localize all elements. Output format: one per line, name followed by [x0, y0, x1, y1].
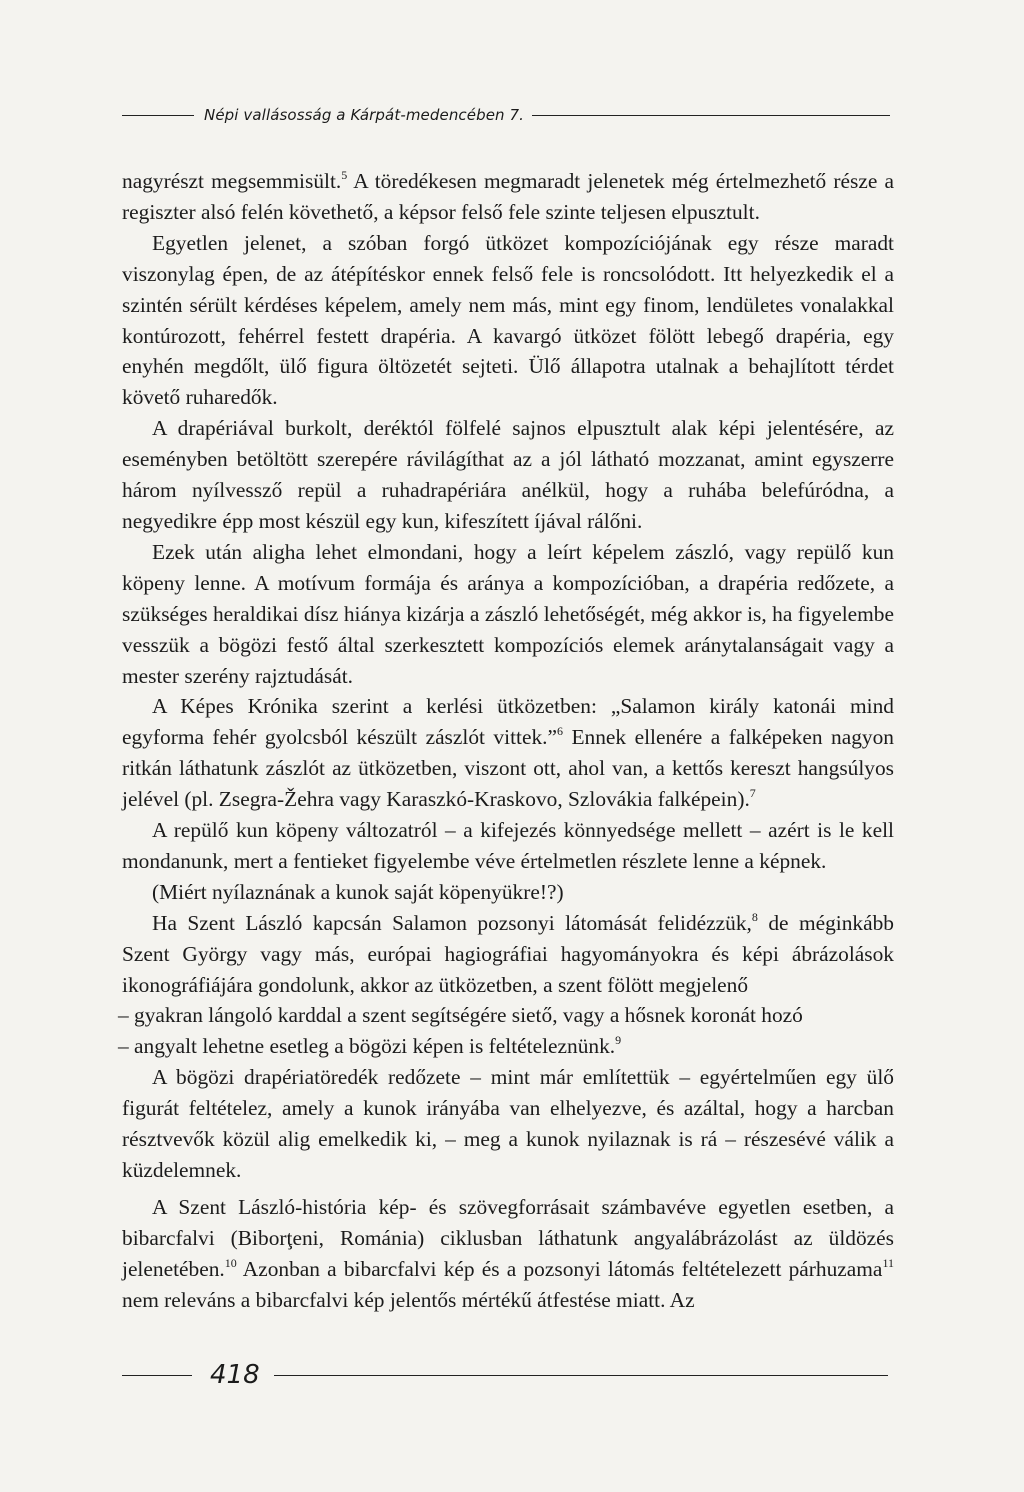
page-footer [122, 1360, 888, 1390]
footnote-ref: 11 [882, 1255, 894, 1270]
header-rule-right [532, 115, 890, 116]
paragraph: A Szent László-história kép- és szövegforrásait számbavéve egyetlen esetben, a bibarcfalvi (Biborţeni, Románia) ciklusban láthatunk angyalábrázolást az üldözés jelenetében.$^{10}$ Azonban a bibarcfalvi kép és a pozsonyi látomás feltételezett párhuzama$^{11}$ nem releváns a bibarcfalvi kép jelentős mértékű átfestése miatt. Az [122, 1194, 894, 1312]
paragraph: A drapériával burkolt, deréktól fölfelé sajnos elpusztult alak képi jelentésére, az eseményben betöltött szerepére rávilágíthat az a jól látható mozzanat, amint egyszerre három nyílvessző repül a ruhadrapériára anélkül, hogy a ruhába belefúródna, a negyedikre épp most készül egy kun, kifeszített íjával rálőni. [122, 416, 894, 533]
paragraph: nagyrészt megsemmisült.$^5$ A töredékesen megmaradt jelenetek még értelmezhető része a regiszter alsó felén követhető, a képsor felső fele szinte teljesen elpusztult. [122, 168, 894, 224]
footnote-ref: 9 [615, 1033, 622, 1048]
footnote-ref: 6 [557, 724, 563, 739]
paragraph: Egyetlen jelenet, a szóban forgó ütközet kompozíciójának egy része maradt viszonylag épen, de az átépítéskor ennek felső fele is roncsolódott. Itt helyezkedik el a szintén sérült kérdéses képelem, amely nem más, mint egy finom, lendületes vonalakkal kontúrozott, fehérrel festett drapéria. A kavargó ütközet fölött lebegő drapéria, egy enyhén megdőlt, ülő figura öltözetét sejteti. Ülő állapotra utalnak a behajlított térdet követő ruharedők. [122, 230, 894, 410]
paragraph: A bögözi drapériatöredék redőzete – mint már említettük – egyértelműen egy ülő figurát feltételez, amely a kunok irányába van elhelyezve, és azáltal, hogy a harcban résztvevők közül alig emelkedik ki, – meg a kunok nyilaznak is rá – részesévé válik a küzdelemnek. [122, 1065, 894, 1182]
paragraph: Ezek után aligha lehet elmondani, hogy a leírt képelem zászló, vagy repülő kun köpeny lenne. A motívum formája és aránya a kompozícióban, a drapéria redőzete, a szükséges heraldikai dísz hiánya kizárja a zászló lehetőségét, még akkor is, ha figyelembe vesszük a bögözi festő által szerkesztett kompozíciós elemek aránytalanságait vagy a mester szerény rajztudását. [122, 539, 894, 688]
paragraph: Ha Szent László kapcsán Salamon pozsonyi látomását felidézzük,$^8$ de méginkább Szent György vagy más, európai hagiográfiai hagyományokra és képi ábrázolások ikonográfiájára gondolunk, akkor az ütközetben, a szent fölött megjelenő [122, 909, 894, 997]
paragraph: A Képes Krónika szerint a kerlési ütközetben: „Salamon király katonái mind egyforma fehér gyolcsból készült zászlót vittek.”$^6$ Ennek ellenére a falképeken nagyon ritkán láthatunk zászlót az ütközetben, viszont ott, ahol van, a kettős kereszt hangsúlyos jelével (pl. Zsegra-Žehra vagy Karaszkó-Kraskovo, Szlovákia falképein).$^7$ [122, 694, 895, 812]
footer-rule-left [122, 1375, 192, 1376]
header-rule-left [122, 115, 194, 116]
footnote-ref: 5 [341, 168, 348, 182]
page-number: 418 [210, 1360, 260, 1390]
footnote-ref: 10 [224, 1255, 237, 1270]
footer-rule-right [274, 1375, 888, 1376]
footnote-ref: 7 [749, 786, 756, 801]
running-title: Népi vallásosság a Kárpát-medencében 7. [204, 106, 525, 124]
running-header [122, 106, 890, 124]
paragraph: A repülő kun köpeny változatról – a kifejezés könnyedsége mellett – azért is le kell mondanunk, mert a fentieket figyelembe véve értelmetlen részlete lenne a képnek. [122, 818, 894, 873]
paragraph: – gyakran lángoló karddal a szent segítségére siető, vagy a hősnek koronát hozó [118, 1003, 803, 1028]
footnote-ref: 8 [751, 909, 758, 924]
paragraph: (Miért nyílaznának a kunok saját köpenyükre!?) [152, 879, 564, 904]
paragraph: – angyalt lehetne esetleg a bögözi képen is feltételeznünk.$^9$ [118, 1033, 622, 1059]
body-text [118, 166, 895, 1316]
